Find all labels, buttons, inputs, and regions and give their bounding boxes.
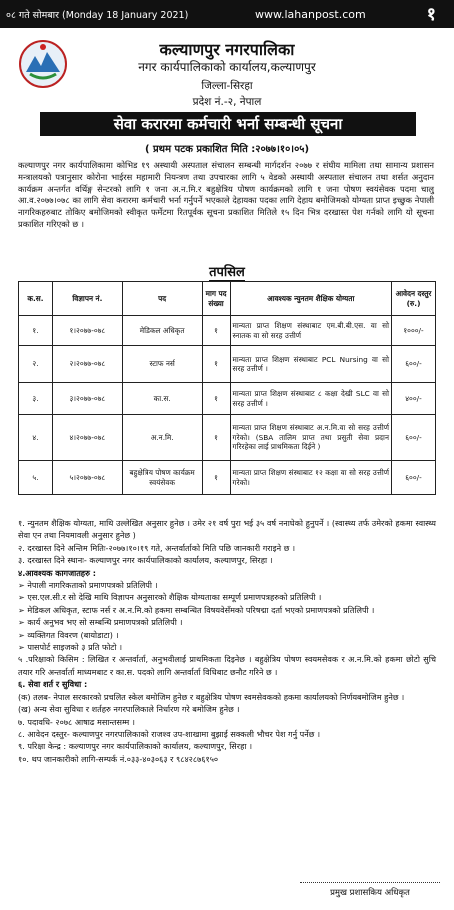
cell-count: १ — [202, 415, 230, 461]
col-header-qualification: आवश्यक न्युनतम शैक्षिक योग्यता — [230, 282, 392, 316]
cell-fee: ६००/- — [392, 461, 436, 495]
office-name: नगर कार्यपालिकाको कार्यालय,कल्याणपुर — [138, 60, 316, 74]
details-heading-text: तपसिल — [209, 265, 245, 280]
cell-sn: ५. — [19, 461, 53, 495]
col-header-ad-no: विज्ञापन नं. — [52, 282, 122, 316]
cell-post: का.स. — [122, 383, 202, 415]
note-item: १०. थप जानकारीको लागि-सम्पर्क नं.०३३-४०३०६३ र ९८४२८७६१५० — [18, 753, 219, 764]
notes-list — [18, 517, 436, 765]
cell-fee: ६००/- — [392, 415, 436, 461]
vacancy-table — [18, 281, 436, 495]
note-item: ➢ व्यक्तिगत विवरण (बायोडाटा) । — [18, 629, 119, 640]
table-row — [19, 316, 436, 346]
cell-qualification: मान्यता प्राप्त शिक्षण संस्थाबाट PCL Nursing वा सो सरह उत्तीर्ण । — [230, 346, 392, 383]
cell-count: १ — [202, 461, 230, 495]
note-item: ➢ पासपोर्ट साइजको ३ प्रति फोटो । — [18, 642, 123, 653]
note-item: ➢ कार्य अनुभव भए सो सम्बन्धि प्रमाणपत्रको प्रतिलिपी । — [18, 617, 183, 628]
cell-ad-no: २।२०७७-०७८ — [52, 346, 122, 383]
table-row — [19, 461, 436, 495]
cell-count: १ — [202, 346, 230, 383]
notice-title: सेवा करारमा कर्मचारी भर्ना सम्बन्धी सूचना — [40, 112, 416, 136]
cell-qualification: मान्यता प्राप्त शिक्षण संस्थाबाट ८ कक्षा देखी SLC वा सो सरह उत्तीर्ण । — [230, 383, 392, 415]
details-heading — [0, 262, 454, 280]
cell-fee: १०००/- — [392, 316, 436, 346]
cell-qualification: मान्यता प्राप्त शिक्षण संस्थाबाट १२ कक्षा वा सो सरह उत्तीर्ण गरेको। — [230, 461, 392, 495]
publish-date: ( प्रथम पटक प्रकाशित मिति :२०७७।१०।०५) — [144, 144, 310, 155]
cell-count: १ — [202, 383, 230, 415]
cell-ad-no: ४।२०७७-०७८ — [52, 415, 122, 461]
page-number: १ — [426, 4, 436, 25]
cell-ad-no: ५।२०७७-०७८ — [52, 461, 122, 495]
cell-post: स्टाफ नर्स — [122, 346, 202, 383]
newspaper-header-bar — [0, 0, 454, 28]
note-item: ३. दरखास्त दिने स्थानः- कल्याणपुर नगर कार्यपालिकाको कार्यालय, कल्याणपुर, सिरहा । — [18, 555, 273, 566]
issue-date: ०८ गते सोमबार (Monday 18 January 2021) — [6, 9, 189, 21]
intro-paragraph: कल्याणपुर नगर कार्यपालिकामा कोभिड १९ अस्थायी अस्पताल संचालन सम्बन्धी मार्गदर्शन २०७७ र संघीय मामिला तथा सामान्य प्रशासन मन्त्रालयको पत्रानुसार कोरोना भाईरस महामारी नियन्त्रण तथा उपचारका लागि ५ वेडको अस्थायी अस्पताल संचालन तथा शर्सत अनुदान कार्यक्रम अन्तर्गत वर्थिङ्ग सेन्टरको लागि १ जना अ.न.मि.र बहुक्षेत्रिय पोषण कार्यक्रमको लागि १ जना पोषण स्वयंसेवक पदमा चालु आ.व.२०७७।०७८ का लागि सेवा करारमा कर्मचारी भर्ना गर्नुपर्ने भएकाले देहायका पदका लागि देहाय बमोजिमको योग्यता प्राप्त इच्छुक नेपाली नागरिकहरुबाट तोकिए बमोजिमको स्वीकृत फर्मेटमा रितपूर्वक सूचना प्रकाशित मितिले १५ दिन भित्र दरखास्त पेश गर्नको लागि यो सूचना प्रकाशित गरिएको छ । — [18, 160, 434, 229]
table-row — [19, 346, 436, 383]
note-item: १. न्युनतम शैक्षिक योग्यता, माथि उल्लेखित अनुसार हुनेछ । उमेर २१ वर्ष पुरा भई ३५ वर्ष ननाघेको हुनुपर्ने । (स्वास्थ्य तर्फ उमेरको हकमा स्वास्थ्य सेवा एन तथा नियमावली अनुसार हुनेछ ) — [18, 518, 436, 541]
district-name: जिल्ला-सिरहा — [201, 80, 253, 92]
col-header-post: पद — [122, 282, 202, 316]
cell-fee: ६००/- — [392, 346, 436, 383]
col-header-count: माग पद संख्या — [202, 282, 230, 316]
note-item: ➢ नेपाली नागरिकताको प्रमाणपत्रको प्रतिलिपी । — [18, 580, 158, 591]
col-header-fee: आवेदन दस्तुर (रु.) — [392, 282, 436, 316]
cell-post: बहुक्षेत्रिय पोषण कार्यक्रम स्वयंसेवक — [122, 461, 202, 495]
note-item: ४.आवश्यक कागजातहरु : — [18, 567, 97, 578]
cell-qualification: मान्यता प्राप्त शिक्षण संस्थाबाट एम.बी.बी.एस. वा सो स्नातक वा सो सरह उत्तीर्ण — [230, 316, 392, 346]
cell-sn: १. — [19, 316, 53, 346]
note-item: (क) तलब- नेपाल सरकारको प्रचलित स्केल बमोजिम हुनेछ र बहुक्षेत्रिय पोषण स्वमसेवकको हकमा कार्यालयको निर्णयबमोजिम हुनेछ । — [18, 691, 405, 702]
table-row — [19, 383, 436, 415]
signature-title: प्रमुख प्रशासकिय अधिकृत — [300, 882, 440, 898]
table-row — [19, 415, 436, 461]
cell-sn: ४. — [19, 415, 53, 461]
province-name: प्रदेश नं.-२, नेपाल — [192, 96, 262, 108]
note-item: ७. पदावधि- २०७८ आषाढ मसान्तसम्म । — [18, 716, 135, 727]
cell-qualification: मान्यता प्राप्त शिक्षण संस्थाबाट अ.न.मि.वा सो सरह उत्तीर्ण गरेको। (SBA तालिम प्राप्त तथा प्रसुती सेवा प्रदान गरिरहेका लाई प्राथमिकता दिईने ) — [230, 415, 392, 461]
note-item: ८. आवेदन दस्तुर- कल्याणपुर नगरपालिकाको राजश्व उप-शाखामा बुझाई सक्कली भौचर पेश गर्नु पर्नेछ । — [18, 728, 321, 739]
note-item: ➢ मेडिकल अधिकृत, स्टाफ नर्स र अ.न.मि.को हकमा सम्बन्धित विषयवेसँमको परिषद्मा दर्ता भएको प्रमाणपत्रको प्रतिलिपी । — [18, 604, 375, 615]
note-item: ५ .परिक्षाको किसिम : लिखित र अन्तर्वार्ता, अनुभवीलाई प्राथमिकता दिइनेछ । बहुक्षेत्रिय पोषण स्वयमसेवक र अ.न.मि.को हकमा छोटो सुचि तयार गरि अन्तर्वार्ता माध्यमबाट र का.स. पदको लागि अन्तर्वार्ता विधिबाट छनौट गरिने छ । — [18, 654, 436, 677]
cell-sn: २. — [19, 346, 53, 383]
cell-sn: ३. — [19, 383, 53, 415]
cell-fee: ४००/- — [392, 383, 436, 415]
table-header-row — [19, 282, 436, 316]
note-item: ९. परिक्षा केन्द्र : कल्याणपुर नगर कार्यपालिकाको कार्यालय, कल्याणपुर, सिरहा । — [18, 741, 253, 752]
col-header-sn: क.स. — [19, 282, 53, 316]
cell-post: अ.न.मि. — [122, 415, 202, 461]
note-item: (ख) अन्य सेवा सुविधा र शर्तहरु नगरपालिकाले निर्धारण गरे बमोजिम हुनेछ । — [18, 704, 240, 715]
cell-ad-no: १।२०७७-०७८ — [52, 316, 122, 346]
cell-ad-no: ३।२०७७-०७८ — [52, 383, 122, 415]
cell-post: मेडिकल अधिकृत — [122, 316, 202, 346]
note-item: ६. सेवा शर्त र सुविधा : — [18, 679, 88, 690]
note-item: २. दरखास्त दिने अन्तिम मितिः-२०७७।१०।१९ गते, अन्तर्वार्ताको मिति पछि जानकारी गराइने छ । — [18, 542, 296, 553]
note-item: ➢ एस.एल.सी.र सो देखि माथि विज्ञापन अनुसारको शैक्षिक योग्यताका सम्पूर्ण प्रमाणपत्रहरुको प्रतिलिपी । — [18, 592, 322, 603]
cell-count: १ — [202, 316, 230, 346]
municipality-name: कल्याणपुर नगरपालिका — [159, 40, 295, 59]
website-link[interactable]: www.lahanpost.com — [255, 7, 366, 21]
